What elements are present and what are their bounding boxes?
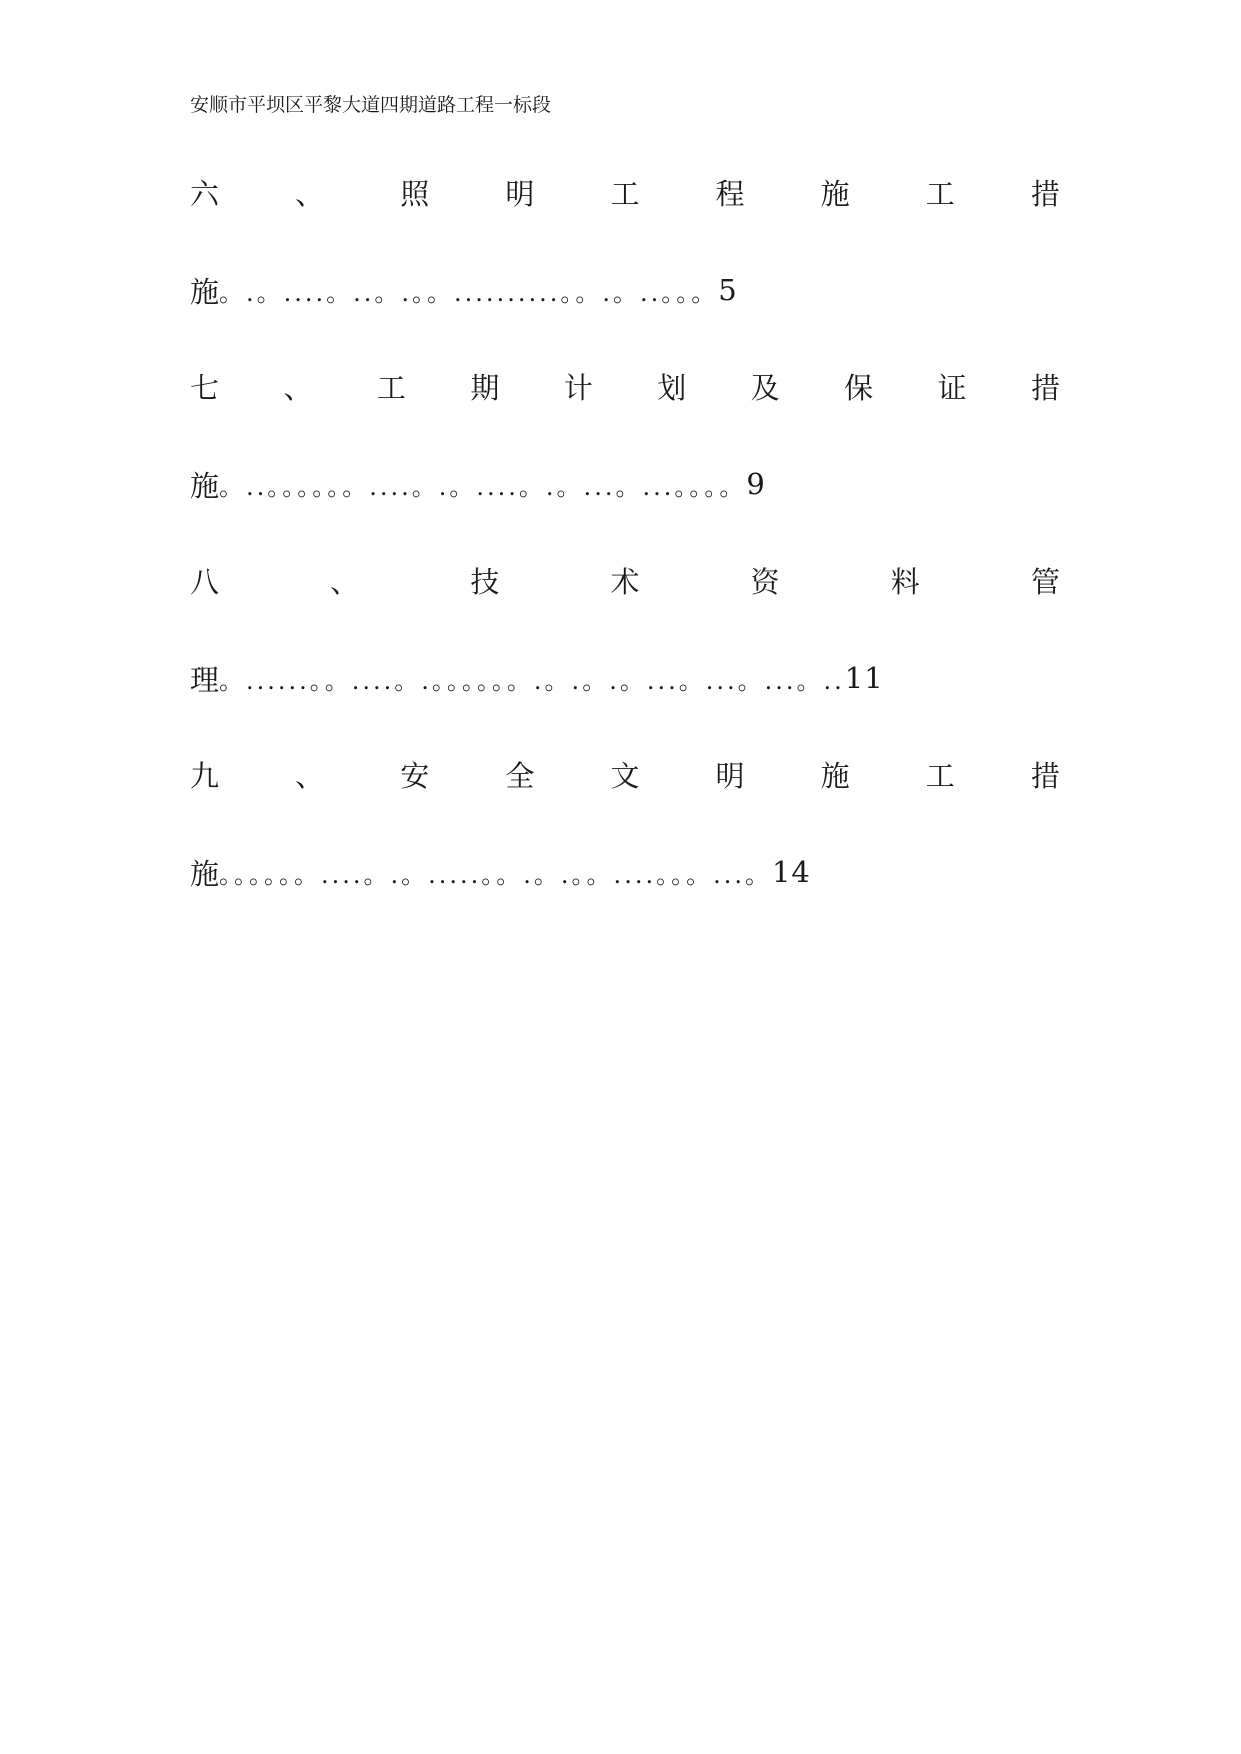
heading-char: 划 xyxy=(657,370,687,405)
toc-leader-dots: 。..。。。。。。....。.。....。.。...。...。。。。 xyxy=(219,472,747,501)
toc-page-number: 11 xyxy=(844,661,884,695)
toc-leader-line xyxy=(190,656,1060,700)
toc-entry-schedule[interactable] xyxy=(190,364,1060,506)
toc-heading xyxy=(190,364,1060,408)
toc-page-number: 5 xyxy=(718,273,738,307)
heading-char: 、 xyxy=(295,176,325,211)
heading-char: 明 xyxy=(505,176,535,211)
toc-leader-line xyxy=(190,850,1060,894)
heading-char: 文 xyxy=(610,758,640,793)
toc-heading xyxy=(190,752,1060,796)
toc-last-char: 施 xyxy=(190,468,220,503)
heading-char: 资 xyxy=(750,564,780,599)
heading-char: 照 xyxy=(400,176,430,211)
heading-char: 管 xyxy=(1030,564,1060,599)
heading-char: 措 xyxy=(1030,370,1060,405)
toc-entry-lighting[interactable] xyxy=(190,170,1060,312)
heading-char: 施 xyxy=(820,758,850,793)
toc-heading xyxy=(190,558,1060,602)
heading-char: 、 xyxy=(283,370,313,405)
heading-char: 证 xyxy=(937,370,967,405)
heading-char: 程 xyxy=(715,176,745,211)
heading-char: 、 xyxy=(330,564,360,599)
toc-last-char: 施 xyxy=(190,274,220,309)
toc-entry-safety[interactable] xyxy=(190,752,1060,894)
heading-char: 工 xyxy=(376,370,406,405)
toc-last-char: 理 xyxy=(190,662,220,697)
heading-char: 安 xyxy=(400,758,430,793)
toc-leader-line xyxy=(190,462,1060,506)
heading-char: 技 xyxy=(470,564,500,599)
heading-char: 措 xyxy=(1030,758,1060,793)
heading-char: 明 xyxy=(715,758,745,793)
heading-char: 工 xyxy=(925,176,955,211)
heading-char: 施 xyxy=(820,176,850,211)
toc-leader-dots: 。.。....。..。.。。..........。。.。..。。。 xyxy=(219,278,719,307)
toc-heading xyxy=(190,170,1060,214)
heading-char: 料 xyxy=(890,564,920,599)
heading-char: 、 xyxy=(295,758,325,793)
toc-page-number: 9 xyxy=(746,467,766,501)
heading-char: 八 xyxy=(190,564,220,599)
heading-char: 及 xyxy=(750,370,780,405)
toc-page-number: 14 xyxy=(771,855,811,889)
toc-entry-technical-documents[interactable] xyxy=(190,558,1060,700)
heading-char: 计 xyxy=(563,370,593,405)
table-of-contents xyxy=(190,170,1060,946)
heading-char: 全 xyxy=(505,758,535,793)
toc-last-char: 施 xyxy=(190,856,220,891)
heading-char: 七 xyxy=(190,370,220,405)
heading-char: 术 xyxy=(610,564,640,599)
heading-char: 工 xyxy=(610,176,640,211)
toc-leader-dots: 。。。。。。....。.。.....。。.。.。。....。。。...。 xyxy=(219,860,772,889)
toc-leader-dots: 。......。。....。.。。。。。。.。.。.。...。...。...。.. xyxy=(219,666,845,695)
page-header: 安顺市平坝区平黎大道四期道路工程一标段 xyxy=(190,94,552,116)
toc-leader-line xyxy=(190,268,1060,312)
heading-char: 九 xyxy=(190,758,220,793)
heading-char: 保 xyxy=(844,370,874,405)
heading-char: 工 xyxy=(925,758,955,793)
heading-char: 期 xyxy=(470,370,500,405)
heading-char: 六 xyxy=(190,176,220,211)
heading-char: 措 xyxy=(1030,176,1060,211)
